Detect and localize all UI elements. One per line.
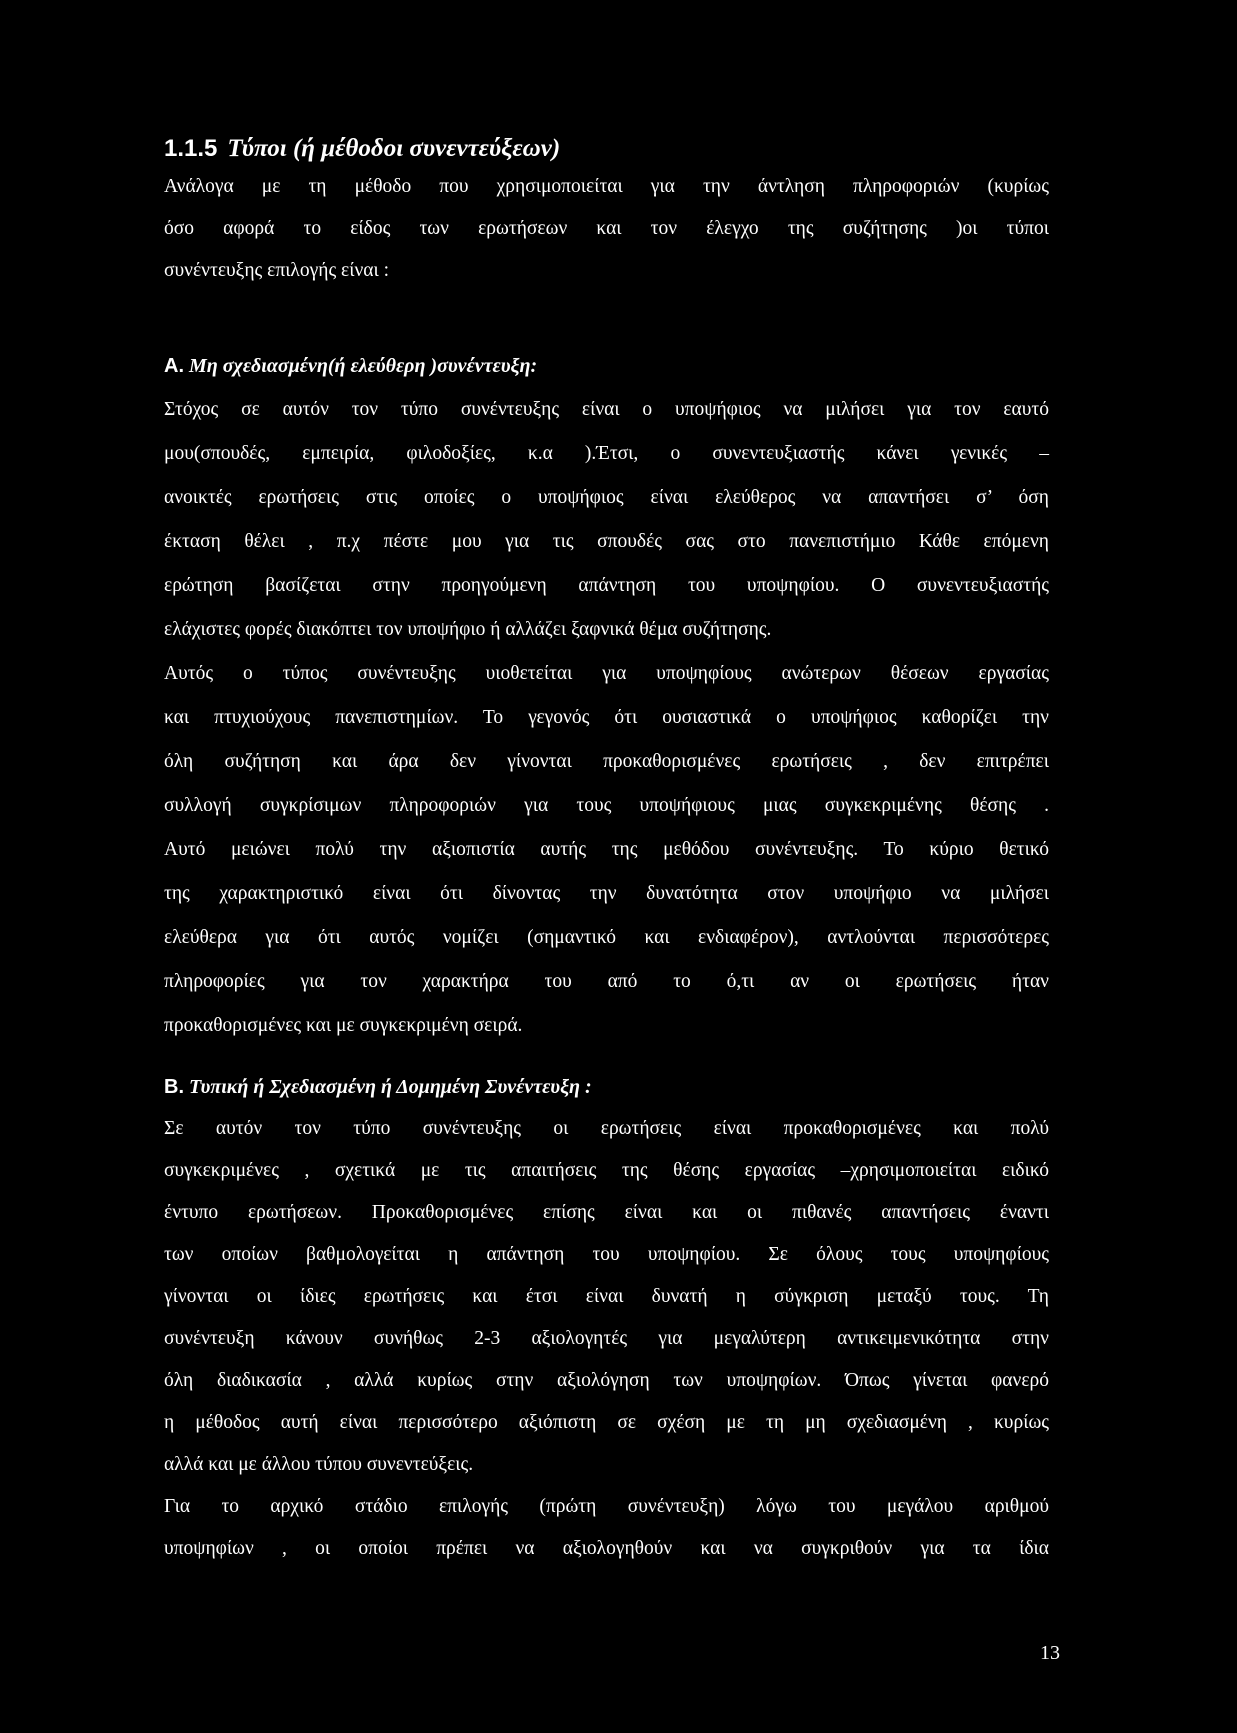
text-line: ερώτηση βασίζεται στην προηγούμενη απάντηση του υποψηφίου. Ο συνεντευξιαστής — [164, 575, 1049, 596]
subsection-b-heading — [164, 1066, 1049, 1108]
text-line: συγκεκριμένες , σχετικά με τις απαιτήσεις της θέσης εργασίας –χρησιμοποιείται ειδικό — [164, 1160, 1049, 1181]
text-line: γίνονται οι ίδιες ερωτήσεις και έτσι είναι δυνατή η σύγκριση μεταξύ τους. Τη — [164, 1286, 1049, 1307]
text-line: έντυπο ερωτήσεων. Προκαθορισμένες επίσης είναι και οι πιθανές απαντήσεις έναντι — [164, 1202, 1049, 1223]
text-line: προκαθορισμένες και με συγκεκριμένη σειρά. — [164, 1015, 523, 1036]
text-line: Σε αυτόν τον τύπο συνέντευξης οι ερωτήσεις είναι προκαθορισμένες και πολύ — [164, 1118, 1049, 1139]
text-line: Για το αρχικό στάδιο επιλογής (πρώτη συνέντευξη) λόγω του μεγάλου αριθμού — [164, 1496, 1049, 1517]
subsection-b — [164, 1066, 1049, 1570]
text-line: έκταση θέλει , π.χ πέστε μου για τις σπουδές σας στο πανεπιστήμιο Κάθε επόμενη — [164, 531, 1049, 552]
section-number: 1.1.5 — [164, 135, 218, 162]
text-line: ελεύθερα για ότι αυτός νομίζει (σημαντικό και ενδιαφέρον), αντλούνται περισσότερες — [164, 927, 1049, 948]
text-line: Αυτός ο τύπος συνέντευξης υιοθετείται για υποψηφίους ανώτερων θέσεων εργασίας — [164, 663, 1049, 684]
text-line: ανοικτές ερωτήσεις στις οποίες ο υποψήφιος είναι ελεύθερος να απαντήσει σ’ όση — [164, 487, 1049, 508]
text-line: Αυτό μειώνει πολύ την αξιοπιστία αυτής της μεθόδου συνέντευξης. Το κύριο θετικό — [164, 839, 1049, 860]
text-line: αλλά και με άλλου τύπου συνεντεύξεις. — [164, 1454, 474, 1475]
subsection-a-title: Μη σχεδιασμένη(ή ελεύθερη )συνέντευξη: — [189, 355, 538, 377]
intro-paragraph — [164, 166, 1049, 292]
page-number: 13 — [1040, 1642, 1060, 1664]
text-line: συλλογή συγκρίσιμων πληροφοριών για τους υποψήφιους μιας συγκεκριμένης θέσης . — [164, 795, 1049, 816]
text-line: των οποίων βαθμολογείται η απάντηση του υποψηφίου. Σε όλους τους υποψηφίους — [164, 1244, 1049, 1265]
text-line: μου(σπουδές, εμπειρία, φιλοδοξίες, κ.α ).Έτσι, ο συνεντευξιαστής κάνει γενικές – — [164, 443, 1049, 464]
text-line: πληροφορίες για τον χαρακτήρα του από το ό,τι αν οι ερωτήσεις ήταν — [164, 971, 1049, 992]
subsection-a-marker: Α. — [164, 355, 184, 377]
text-line: και πτυχιούχους πανεπιστημίων. Το γεγονός ότι ουσιαστικά ο υποψήφιος καθορίζει την — [164, 707, 1049, 728]
text-line: ελάχιστες φορές διακόπτει τον υποψήφιο ή αλλάζει ξαφνικά θέμα συζήτησης. — [164, 619, 772, 640]
text-line: όλη συζήτηση και άρα δεν γίνονται προκαθορισμένες ερωτήσεις , δεν επιτρέπει — [164, 751, 1049, 772]
subsection-b-marker: Β. — [164, 1076, 184, 1098]
text-line: Ανάλογα με τη μέθοδο που χρησιμοποιείται για την άντληση πληροφοριών (κυρίως — [164, 176, 1049, 197]
text-line: συνέντευξης επιλογής είναι : — [164, 260, 390, 281]
text-line: όσο αφορά το είδος των ερωτήσεων και τον έλεγχο της συζήτησης )οι τύποι — [164, 218, 1049, 239]
text-line: η μέθοδος αυτή είναι περισσότερο αξιόπιστη σε σχέση με τη μη σχεδιασμένη , κυρίως — [164, 1412, 1049, 1433]
text-line: συνέντευξη κάνουν συνήθως 2-3 αξιολογητές για μεγαλύτερη αντικειμενικότητα στην — [164, 1328, 1049, 1349]
section-heading — [164, 132, 560, 166]
text-line: υποψηφίων , οι οποίοι πρέπει να αξιολογηθούν και να συγκριθούν για τα ίδια — [164, 1538, 1049, 1559]
text-line: της χαρακτηριστικό είναι ότι δίνοντας την δυνατότητα στον υποψήφιο να μιλήσει — [164, 883, 1049, 904]
subsection-a-heading — [164, 344, 1049, 388]
text-line: όλη διαδικασία , αλλά κυρίως στην αξιολόγηση των υποψηφίων. Όπως γίνεται φανερό — [164, 1370, 1049, 1391]
text-line: Στόχος σε αυτόν τον τύπο συνέντευξης είναι ο υποψήφιος να μιλήσει για τον εαυτό — [164, 399, 1049, 420]
section-title: Τύποι (ή μέθοδοι συνεντεύξεων) — [227, 135, 561, 162]
subsection-a — [164, 344, 1049, 1048]
subsection-b-title: Τυπική ή Σχεδιασμένη ή Δομημένη Συνέντευξη : — [189, 1076, 592, 1098]
